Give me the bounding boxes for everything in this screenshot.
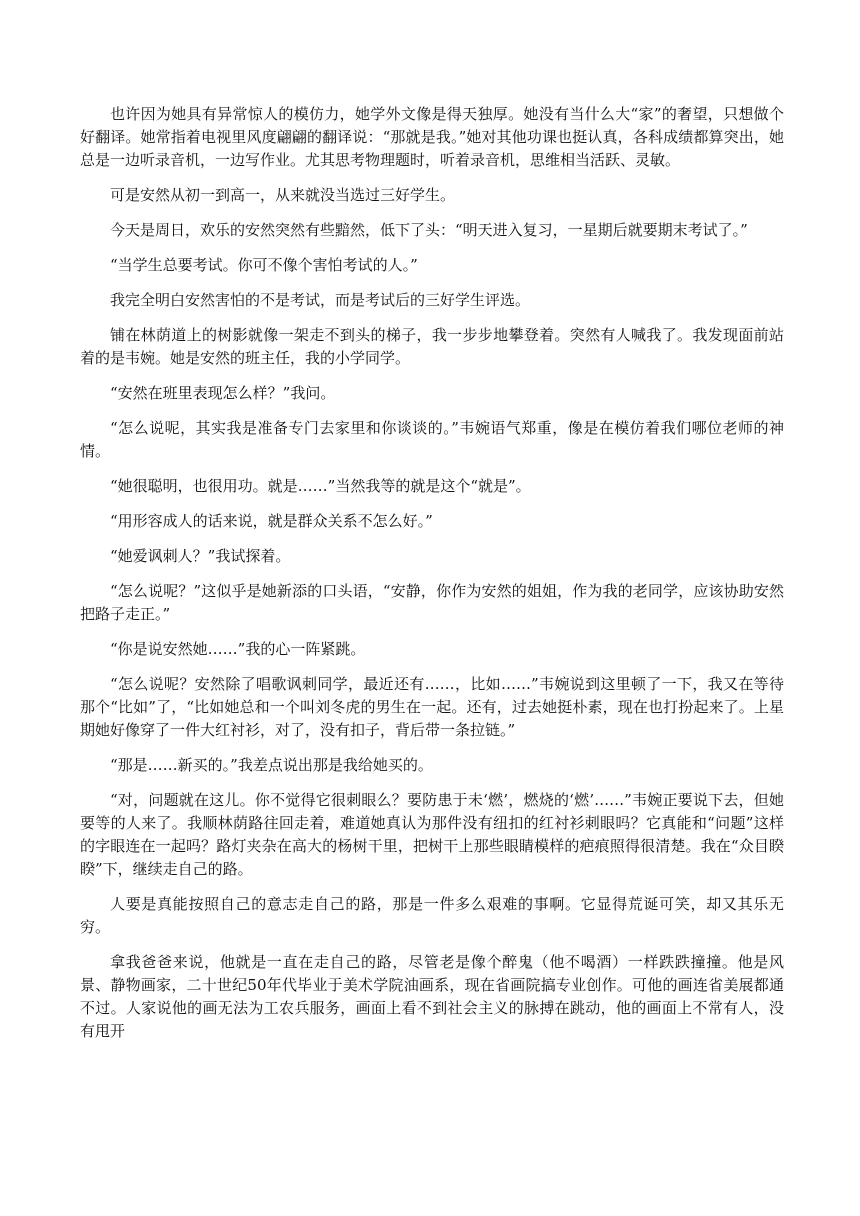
- paragraph-5: 我完全明白安然害怕的不是考试，而是考试后的三好学生评选。: [110, 291, 531, 309]
- paragraph-6: 铺在林荫道上的树影就像一架走不到头的梯子，我一步步地攀登着。突然有人喊我了。我发现面前站着的是韦婉。她是安然的班主任，我的小学同学。: [80, 326, 784, 367]
- paragraph-18: 拿我爸爸来说，他就是一直在走自己的路，尽管老是像个醉鬼（他不喝酒）一样跌跌撞撞。他是风景、静物画家，二十世纪50年代毕业于美术学院油画系，现在省画院搞专业创作。可他的画连省美展都通不过。人家说他的画无法为工农兵服务，画面上看不到社会主义的脉搏在跳动，他的画面上不常有人，没有甩开: [80, 953, 784, 1040]
- paragraph-7: “安然在班里表现怎么样？”我问。: [110, 384, 336, 402]
- paragraph-16: “对，问题就在这儿。你不觉得它很刺眼么？要防患于未‘燃’，燃烧的‘燃’……”韦婉正要说下去，但她要等的人来了。我顺林荫路往回走着，难道她真认为那件没有纽扣的红衬衫刺眼吗？它真能和“问题”这样的字眼连在一起吗？路灯夹杂在高大的杨树干里，把树干上那些眼睛模样的疤痕照得很清楚。我在“众目睽睽”下，继续走自己的路。: [80, 791, 784, 878]
- paragraph-2: 可是安然从初一到高一，从来就没当选过三好学生。: [110, 186, 456, 204]
- paragraph-4: “当学生总要考试。你可不像个害怕考试的人。”: [110, 256, 418, 274]
- paragraph-12: “怎么说呢？”这似乎是她新添的口头语，“安静，你作为安然的姐姐，作为我的老同学，应该协助安然把路子走正。”: [80, 582, 784, 623]
- paragraph-3: 今天是周日，欢乐的安然突然有些黯然，低下了头：“明天进入复习，一星期后就要期末考试了。”: [110, 221, 748, 239]
- document-body: [80, 103, 784, 1055]
- paragraph-11: “她爱讽刺人？”我试探着。: [110, 547, 291, 565]
- paragraph-9: “她很聪明，也很用功。就是……”当然我等的就是这个“就是”。: [110, 477, 531, 495]
- paragraph-13: “你是说安然她……”我的心一阵紧跳。: [110, 640, 366, 658]
- paragraph-1: 也许因为她具有异常惊人的模仿力，她学外文像是得天独厚。她没有当什么大“家”的奢望，只想做个好翻译。她常指着电视里风度翩翩的翻译说：“那就是我。”她对其他功课也挺认真，各科成绩都算突出，她总是一边听录音机，一边写作业。尤其思考物理题时，听着录音机，思维相当活跃、灵敏。: [80, 105, 784, 169]
- paragraph-8: “怎么说呢，其实我是准备专门去家里和你谈谈的。”韦婉语气郑重，像是在模仿着我们哪位老师的神情。: [80, 419, 784, 460]
- paragraph-14: “怎么说呢？安然除了唱歌讽刺同学，最近还有……，比如……”韦婉说到这里顿了一下，我又在等待那个“比如”了，“比如她总和一个叫刘冬虎的男生在一起。还有，过去她挺朴素，现在也打扮起来了。上星期她好像穿了一件大红衬衫，对了，没有扣子，背后带一条拉链。”: [80, 675, 784, 739]
- paragraph-17: 人要是真能按照自己的意志走自己的路，那是一件多么艰难的事啊。它显得荒诞可笑，却又其乐无穷。: [80, 895, 784, 936]
- paragraph-10: “用形容成人的话来说，就是群众关系不怎么好。”: [110, 512, 433, 530]
- paragraph-15: “那是……新买的。”我差点说出那是我给她买的。: [110, 756, 433, 774]
